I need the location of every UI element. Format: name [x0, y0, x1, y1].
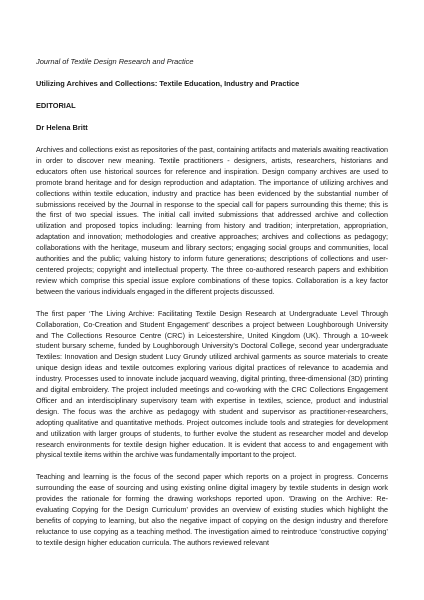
- body-paragraph: The first paper ‘The Living Archive: Facilitating Textile Design Research at Undergraduate Level Through Collaboration, Co-Creation and Student Engagement’ describes a project between Loughborough University and The Collections Resource Centre (CRC) in Leicestershire, United Kingdom (UK). Through a 10-week student bursary scheme, funded by Loughborough University’s Doctoral College, second year undergraduate Textiles: Innovation and Design student Lucy Grundy utilized archival garments as source materials to create unique design ideas and textile outcomes exploring various digital practices of relevance to academia and industry. Processes used to innovate include jacquard weaving, digital printing, three-dimensional (3D) printing and digital embroidery. The project included meetings and co-working with the CRC Collections Engagement Officer and an interdisciplinary supervisory team with expertise in textiles, science, product and industrial design. The focus was the archive as pedagogy with student and supervisor as practitioner-researchers, adopting qualitative and quantitative methods. Project outcomes include tools and strategies for development and utilization with larger groups of students, to further evolve the student as researcher model and develop research environments for textile design higher education. It is evident that access to and engagement with physical textile items within the archive was fundamentally important to the project.: [36, 308, 388, 460]
- body-paragraph: Teaching and learning is the focus of the second paper which reports on a project in progress. Concerns surrounding the ease of sourcing and using existing online digital imagery by textile students in design work provides the rationale for forming the drawing workshops reported upon. ‘Drawing on the Archive: Re-evaluating Copying for the Design Curriculum’ provides an overview of existing studies which highlight the benefits of copying to learning, but also the negative impact of copying on the design industry and therefore reluctance to use copying as a teaching method. The investigation aimed to reintroduce ‘constructive copying’ to textile design higher education curricula. The authors reviewed relevant: [36, 472, 388, 547]
- body-paragraph: Archives and collections exist as repositories of the past, containing artifacts and materials awaiting reactivation in order to discover new meaning. Textile practitioners - designers, artists, researchers, historians and educators often use historical sources for reference and inspiration. Design company archives are used to promote brand heritage and for design reproduction and adaptation. The importance of utilizing archives and collections within textile education, industry and practice has been evidenced by the substantial number of submissions received by the Journal in response to the special call for papers surrounding this theme; this is the first of two special issues. The initial call invited submissions that addressed archive and collection utilization and proposed topics including: learning from history and tradition; interpretation, appropriation, adaptation and innovation; methodologies and creative approaches; archives and collections as pedagogy; collaborations with the heritage, museum and library sectors; engaging social groups and communities, local authorities and the public; valuing history to inform future generations; descriptions of collections and user-centered projects; copyright and intellectual property. The three co-authored research papers and exhibition review which comprise this special issue explore combinations of these topics. Collaboration is a key factor between the various individuals engaged in the different projects discussed.: [36, 145, 388, 296]
- author-name: Dr Helena Britt: [36, 123, 88, 132]
- article-title: Utilizing Archives and Collections: Textile Education, Industry and Practice: [36, 79, 300, 88]
- section-label: EDITORIAL: [36, 101, 76, 110]
- journal-name: Journal of Textile Design Research and Practice: [36, 57, 194, 66]
